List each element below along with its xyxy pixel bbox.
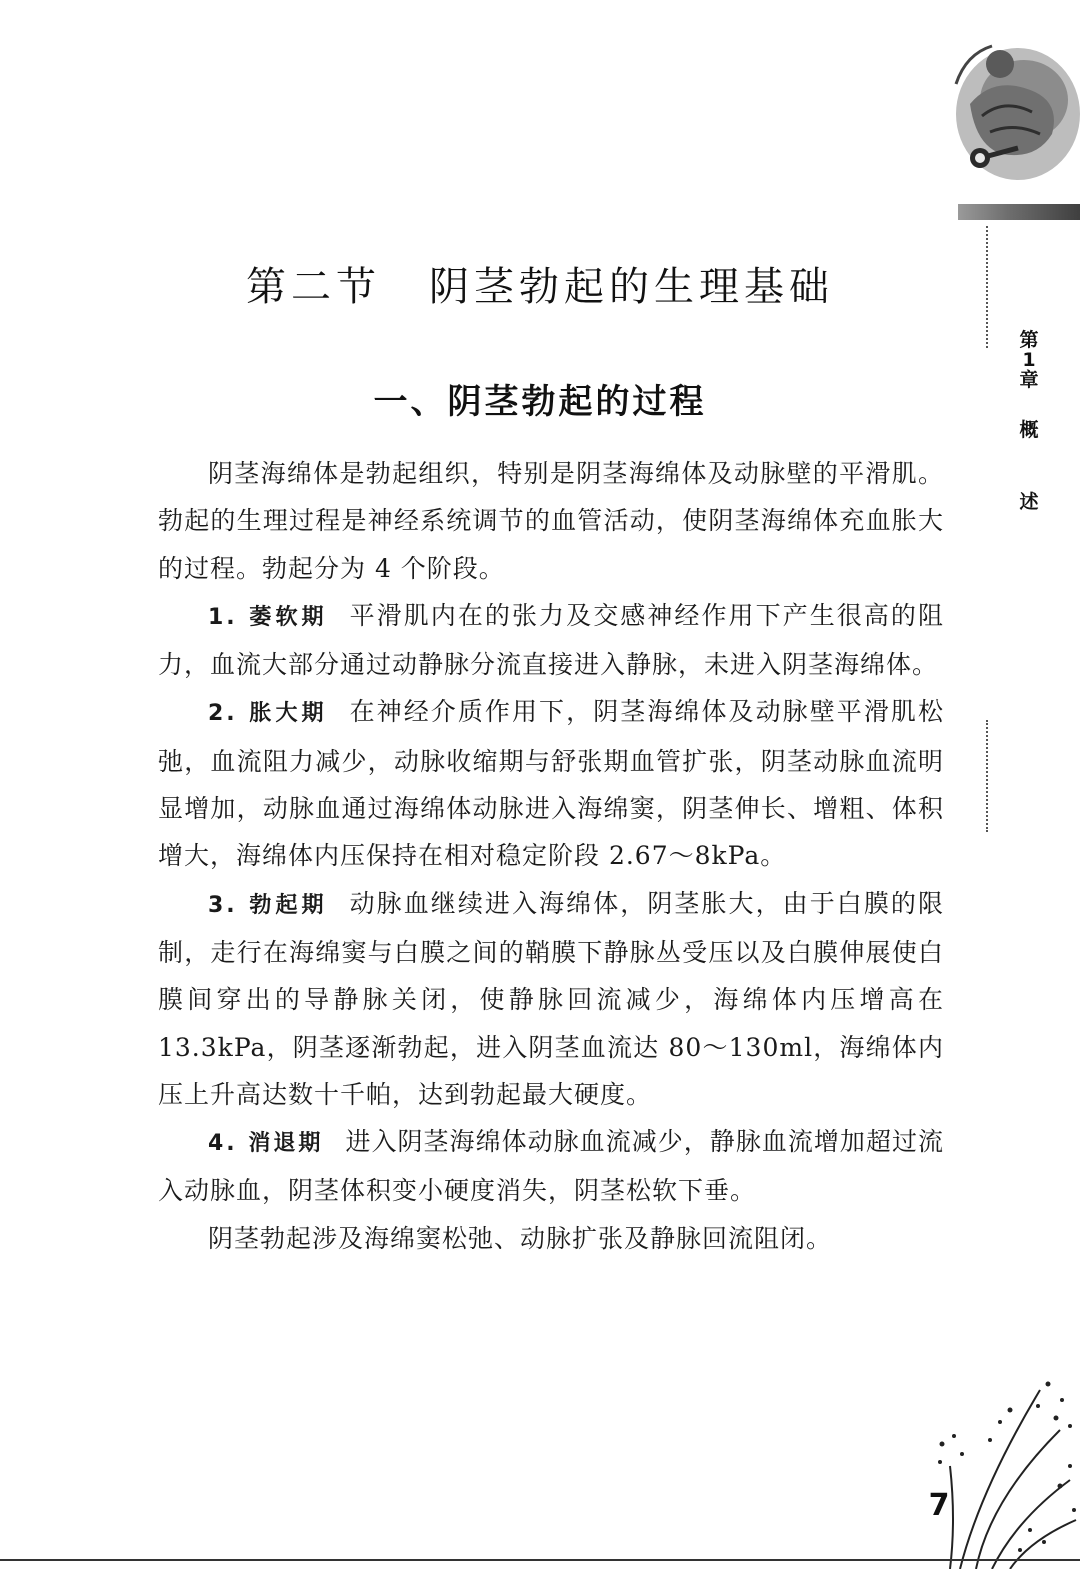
paragraph-text: 动脉血继续进入海绵体，阴茎胀大，由于白膜的限制，走行在海绵窦与白膜之间的鞘膜下静脉丛受压以及白膜伸展使白膜间穿出的导静脉关闭，使静脉回流减少，海绵体内压增高在 13.3kPa，阴茎逐渐勃起，进入阴茎血流达 80～130ml，海绵体内压上升高达数十千帕，达到勃起最大硬度。 bbox=[158, 888, 944, 1109]
chapter-topic-char-2: 述 bbox=[1019, 491, 1039, 513]
chapter-topic-char-1: 概 bbox=[1019, 419, 1039, 441]
section-heading bbox=[0, 255, 1080, 312]
stage-term: 4. 消退期 bbox=[208, 1131, 324, 1157]
body-text bbox=[158, 450, 944, 1262]
paragraph-text: 在神经介质作用下，阴茎海绵体及动脉壁平滑肌松弛，血流阻力减少，动脉收缩期与舒张期血管扩张，阴茎动脉血流明显增加，动脉血通过海绵体动脉进入海绵窦，阴茎伸长、增粗、体积增大，海绵体内压保持在相对稳定阶段 2.67～8kPa。 bbox=[158, 697, 944, 871]
decorative-plant-illustration bbox=[920, 1370, 1080, 1569]
stage-term: 2. 胀大期 bbox=[208, 701, 328, 727]
paragraph-text: 阴茎海绵体是勃起组织，特别是阴茎海绵体及动脉壁的平滑肌。勃起的生理过程是神经系统调节的血管活动，使阴茎海绵体充血胀大的过程。勃起分为 4 个阶段。 bbox=[158, 459, 944, 583]
paragraph-summary bbox=[158, 1215, 944, 1262]
decorative-band bbox=[958, 204, 1080, 220]
stage-term: 3. 勃起期 bbox=[208, 892, 328, 918]
paragraph-stage-3 bbox=[158, 880, 944, 1118]
paragraph-text: 进入阴茎海绵体动脉血流减少，静脉血流增加超过流入动脉血，阴茎体积变小硬度消失，阴茎松软下垂。 bbox=[158, 1127, 944, 1206]
paragraph-text: 阴茎勃起涉及海绵窦松弛、动脉扩张及静脉回流阻闭。 bbox=[208, 1223, 833, 1253]
stage-term: 1. 萎软期 bbox=[208, 604, 328, 630]
section-number: 第二节 bbox=[246, 264, 381, 310]
paragraph-stage-1 bbox=[158, 592, 944, 689]
chapter-label: 第1章 bbox=[1019, 329, 1039, 391]
page-number: 7 bbox=[928, 1488, 950, 1523]
paragraph-intro bbox=[158, 450, 944, 592]
bottom-rule bbox=[0, 1559, 1080, 1561]
section-title: 阴茎勃起的生理基础 bbox=[429, 264, 834, 310]
subsection-heading: 一、阴茎勃起的过程 bbox=[373, 382, 707, 422]
margin-dotted-line bbox=[986, 720, 990, 832]
paragraph-text: 平滑肌内在的张力及交感神经作用下产生很高的阻力，血流大部分通过动静脉分流直接进入静脉，未进入阴茎海绵体。 bbox=[158, 600, 944, 680]
paragraph-stage-4 bbox=[158, 1118, 944, 1215]
paragraph-stage-2 bbox=[158, 688, 944, 879]
decorative-figure-illustration bbox=[940, 34, 1080, 184]
